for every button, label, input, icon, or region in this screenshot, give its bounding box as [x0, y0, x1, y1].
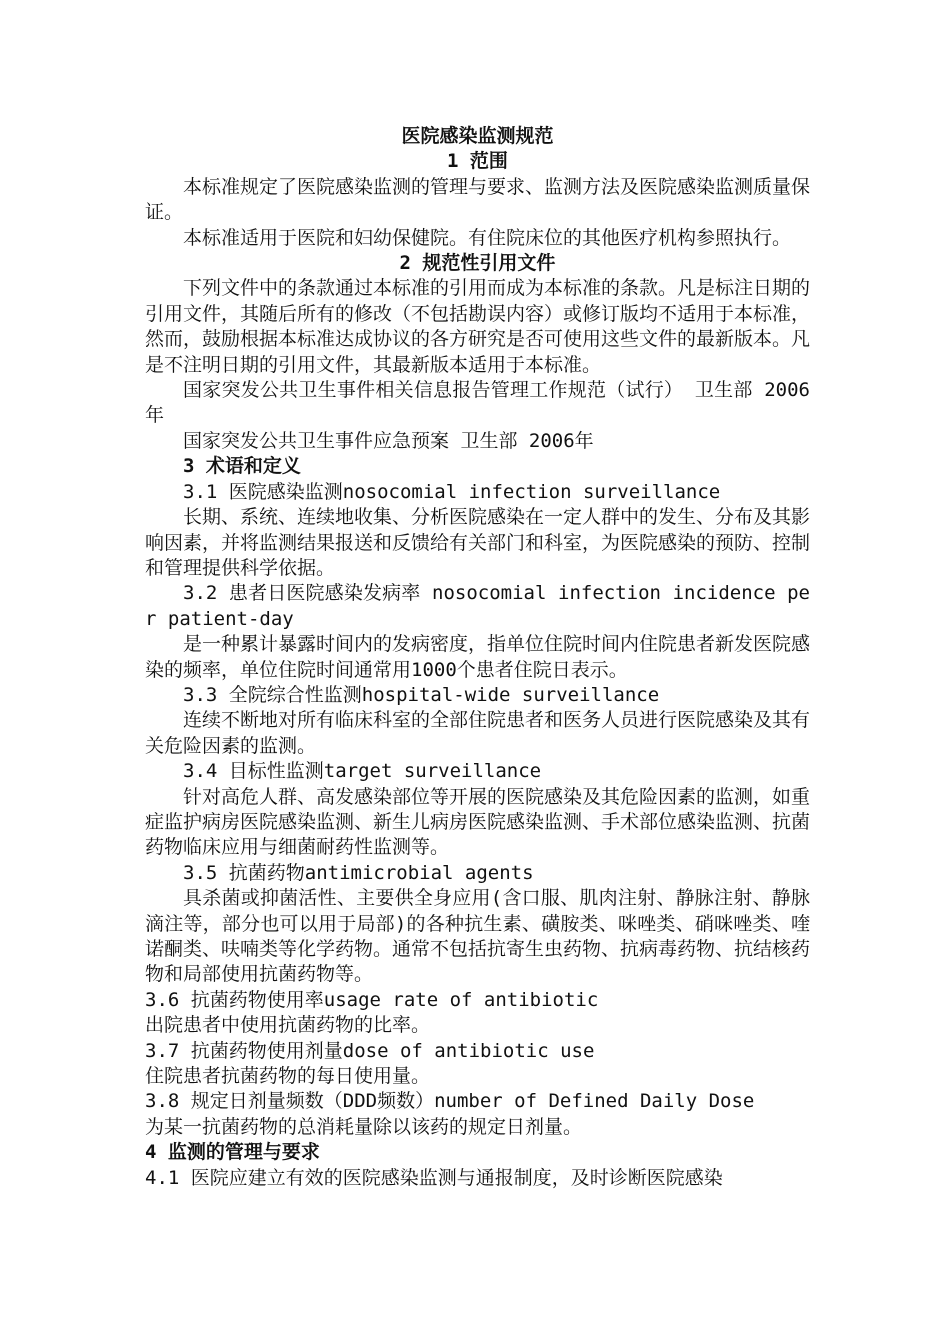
- term-title: 3.6 抗菌药物使用率usage rate of antibiotic: [145, 988, 599, 1011]
- paragraph: 4.1 医院应建立有效的医院感染监测与通报制度，及时诊断医院感染: [145, 1166, 723, 1189]
- section-heading: 4 监测的管理与要求: [145, 1141, 320, 1164]
- term-definition: 是一种累计暴露时间内的发病密度，指单位住院时间内住院患者新发医院感染的频率，单位住院时间通常用1000个患者住院日表示。: [145, 633, 811, 681]
- term-definition: 住院患者抗菌药物的每日使用量。: [145, 1065, 431, 1088]
- term-definition: 长期、系统、连续地收集、分析医院感染在一定人群中的发生、分布及其影响因素，并将监测结果报送和反馈给有关部门和科室，为医院感染的预防、控制和管理提供科学依据。: [145, 506, 811, 579]
- term-title: 3.5 抗菌药物antimicrobial agents: [183, 861, 534, 884]
- paragraph: 国家突发公共卫生事件相关信息报告管理工作规范（试行） 卫生部 2006年: [145, 379, 810, 427]
- section-heading: 3 术语和定义: [183, 455, 301, 478]
- paragraph: 本标准规定了医院感染监测的管理与要求、监测方法及医院感染监测质量保证。: [145, 175, 811, 224]
- document-body: [145, 124, 810, 1191]
- section-heading: 1 范围: [447, 150, 508, 173]
- document-title: 医院感染监测规范: [401, 125, 554, 147]
- term-definition: 出院患者中使用抗菌药物的比率。: [145, 1014, 431, 1037]
- term-title: 3.1 医院感染监测nosocomial infection surveillance: [183, 480, 721, 503]
- term-definition: 具杀菌或抑菌活性、主要供全身应用(含口服、肌肉注射、静脉注射、静脉滴注等，部分也可以用于局部)的各种抗生素、磺胺类、咪唑类、硝咪唑类、喹诺酮类、呋喃类等化学药物。通常不包括抗寄生虫药物、抗病毒药物、抗结核药物和局部使用抗菌药物等。: [145, 887, 811, 986]
- term-definition: 为某一抗菌药物的总消耗量除以该药的规定日剂量。: [145, 1115, 583, 1138]
- term-definition: 连续不断地对所有临床科室的全部住院患者和医务人员进行医院感染及其有关危险因素的监测。: [145, 709, 811, 757]
- term-title: 3.3 全院综合性监测hospital-wide surveillance: [183, 683, 660, 706]
- term-title: 3.2 患者日医院感染发病率 nosocomial infection incidence per patient-day: [145, 582, 810, 630]
- paragraph: 下列文件中的条款通过本标准的引用而成为本标准的条款。凡是标注日期的引用文件，其随后所有的修改（不包括勘误内容）或修订版均不适用于本标准，然而，鼓励根据本标准达成协议的各方研究是否可使用这些文件的最新版本。凡是不注明日期的引用文件，其最新版本适用于本标准。: [145, 277, 811, 376]
- section-heading: 2 规范性引用文件: [399, 252, 556, 275]
- term-title: 3.8 规定日剂量频数（DDD频数）number of Defined Daily Dose: [145, 1090, 755, 1113]
- paragraph: 国家突发公共卫生事件应急预案 卫生部 2006年: [183, 429, 594, 452]
- term-definition: 针对高危人群、高发感染部位等开展的医院感染及其危险因素的监测，如重症监护病房医院感染监测、新生儿病房医院感染监测、手术部位感染监测、抗菌药物临床应用与细菌耐药性监测等。: [145, 785, 811, 859]
- term-title: 3.4 目标性监测target surveillance: [183, 760, 542, 783]
- paragraph: 本标准适用于医院和妇幼保健院。有住院床位的其他医疗机构参照执行。: [183, 226, 792, 249]
- term-title: 3.7 抗菌药物使用剂量dose of antibiotic use: [145, 1039, 595, 1062]
